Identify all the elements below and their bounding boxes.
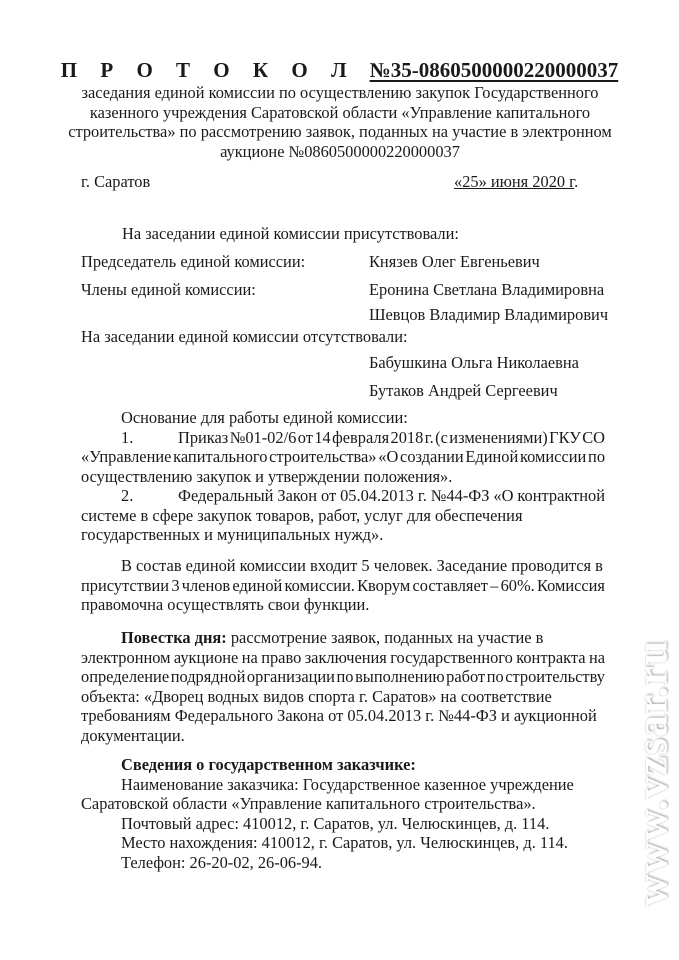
date-suffix: . xyxy=(574,172,579,191)
agenda-line: объекта: «Дворец водных видов спорта г. Саратов» на соответствие xyxy=(81,686,552,706)
agenda-line xyxy=(81,628,605,648)
subtitle-line: заседания единой комиссии по осуществлению закупок Государственного xyxy=(81,83,599,102)
basis-item-1-line: осуществлению закупок и утверждении положения». xyxy=(81,466,453,486)
agenda-paragraph xyxy=(81,628,605,745)
customer-name-line: Наименование заказчика: Государственное казенное учреждение xyxy=(121,774,574,794)
protocol-subtitle xyxy=(60,83,620,161)
customer-postal-address: Почтовый адрес: 410012, г. Саратов, ул. Челюскинцев, д. 114. xyxy=(121,813,550,833)
members-label: Члены единой комиссии: xyxy=(81,280,256,299)
basis-section xyxy=(81,408,605,545)
basis-item-number: 2. xyxy=(121,486,134,505)
agenda-line: требованиям Федерального Закона от 05.04.2013 г. №44-ФЗ и аукционной xyxy=(81,706,597,725)
protocol-number: №35-0860500000220000037 xyxy=(369,58,619,82)
agenda-label: Повестка дня: xyxy=(121,628,227,647)
quorum-paragraph xyxy=(81,556,605,615)
basis-item-2-line: государственных и муниципальных нужд». xyxy=(81,525,384,544)
protocol-title xyxy=(0,57,679,83)
city: г. Саратов xyxy=(81,172,151,191)
watermark-text: www.vzsar.ru xyxy=(627,638,677,907)
quorum-line: присутствии 3 членов единой комиссии. Кворум составляет – 60%. Комиссия xyxy=(81,575,605,595)
basis-item-2-line xyxy=(81,486,605,506)
quorum-line: правомочна осуществлять свои функции. xyxy=(81,595,370,614)
chair-name: Князев Олег Евгеньевич xyxy=(369,252,540,271)
subtitle-line: строительства» по рассмотрению заявок, поданных на участие в электронном xyxy=(68,122,612,141)
member-name: Еронина Светлана Владимировна xyxy=(369,280,605,299)
customer-section xyxy=(81,755,605,872)
meeting-date xyxy=(454,172,578,192)
basis-item-1-line: «Управление капитального строительства» «О создании Единой комиссии по xyxy=(81,447,606,466)
subtitle-line: казенного учреждения Саратовской области «Управление капитального xyxy=(89,102,591,122)
subtitle-line: аукционе №0860500000220000037 xyxy=(220,141,460,161)
basis-item-number: 1. xyxy=(121,427,134,447)
basis-item-text: Приказ №01-02/6 от 14 февраля 2018 г. (с изменениями) ГКУ СО xyxy=(178,427,606,447)
absent-heading: На заседании единой комиссии отсутствовали: xyxy=(81,327,408,346)
customer-name-line: Саратовской области «Управление капитального строительства». xyxy=(81,794,536,813)
basis-heading: Основание для работы единой комиссии: xyxy=(121,408,408,427)
site-watermark xyxy=(627,600,677,945)
date-value: «25» июня 2020 г xyxy=(454,172,575,191)
quorum-line: В состав единой комиссии входит 5 человек. Заседание проводится в xyxy=(121,556,603,575)
basis-item-text: Федеральный Закон от 05.04.2013 г. №44-ФЗ «О контрактной xyxy=(178,486,606,505)
basis-item-1-line xyxy=(81,428,605,448)
chair-label: Председатель единой комиссии: xyxy=(81,252,306,271)
basis-item-2-line: системе в сфере закупок товаров, работ, услуг для обеспечения xyxy=(81,505,523,525)
present-heading: На заседании единой комиссии присутствовали: xyxy=(122,224,459,243)
absent-name: Бутаков Андрей Сергеевич xyxy=(369,381,558,400)
customer-phone: Телефон: 26-20-02, 26-06-94. xyxy=(121,852,323,872)
customer-location: Место нахождения: 410012, г. Саратов, ул. Челюскинцев, д. 114. xyxy=(121,833,568,852)
member-name: Шевцов Владимир Владимирович xyxy=(369,305,609,324)
agenda-line: определение подрядной организации по выполнению работ по строительству xyxy=(81,667,605,686)
agenda-text: рассмотрение заявок, поданных на участие в xyxy=(230,628,544,647)
title-word: П Р О Т О К О Л xyxy=(60,58,356,82)
absent-name: Бабушкина Ольга Николаевна xyxy=(369,353,579,372)
agenda-line: электронном аукционе на право заключения государственного контракта на xyxy=(81,647,606,667)
customer-heading: Сведения о государственном заказчике: xyxy=(121,755,416,774)
agenda-line: документации. xyxy=(81,725,185,745)
